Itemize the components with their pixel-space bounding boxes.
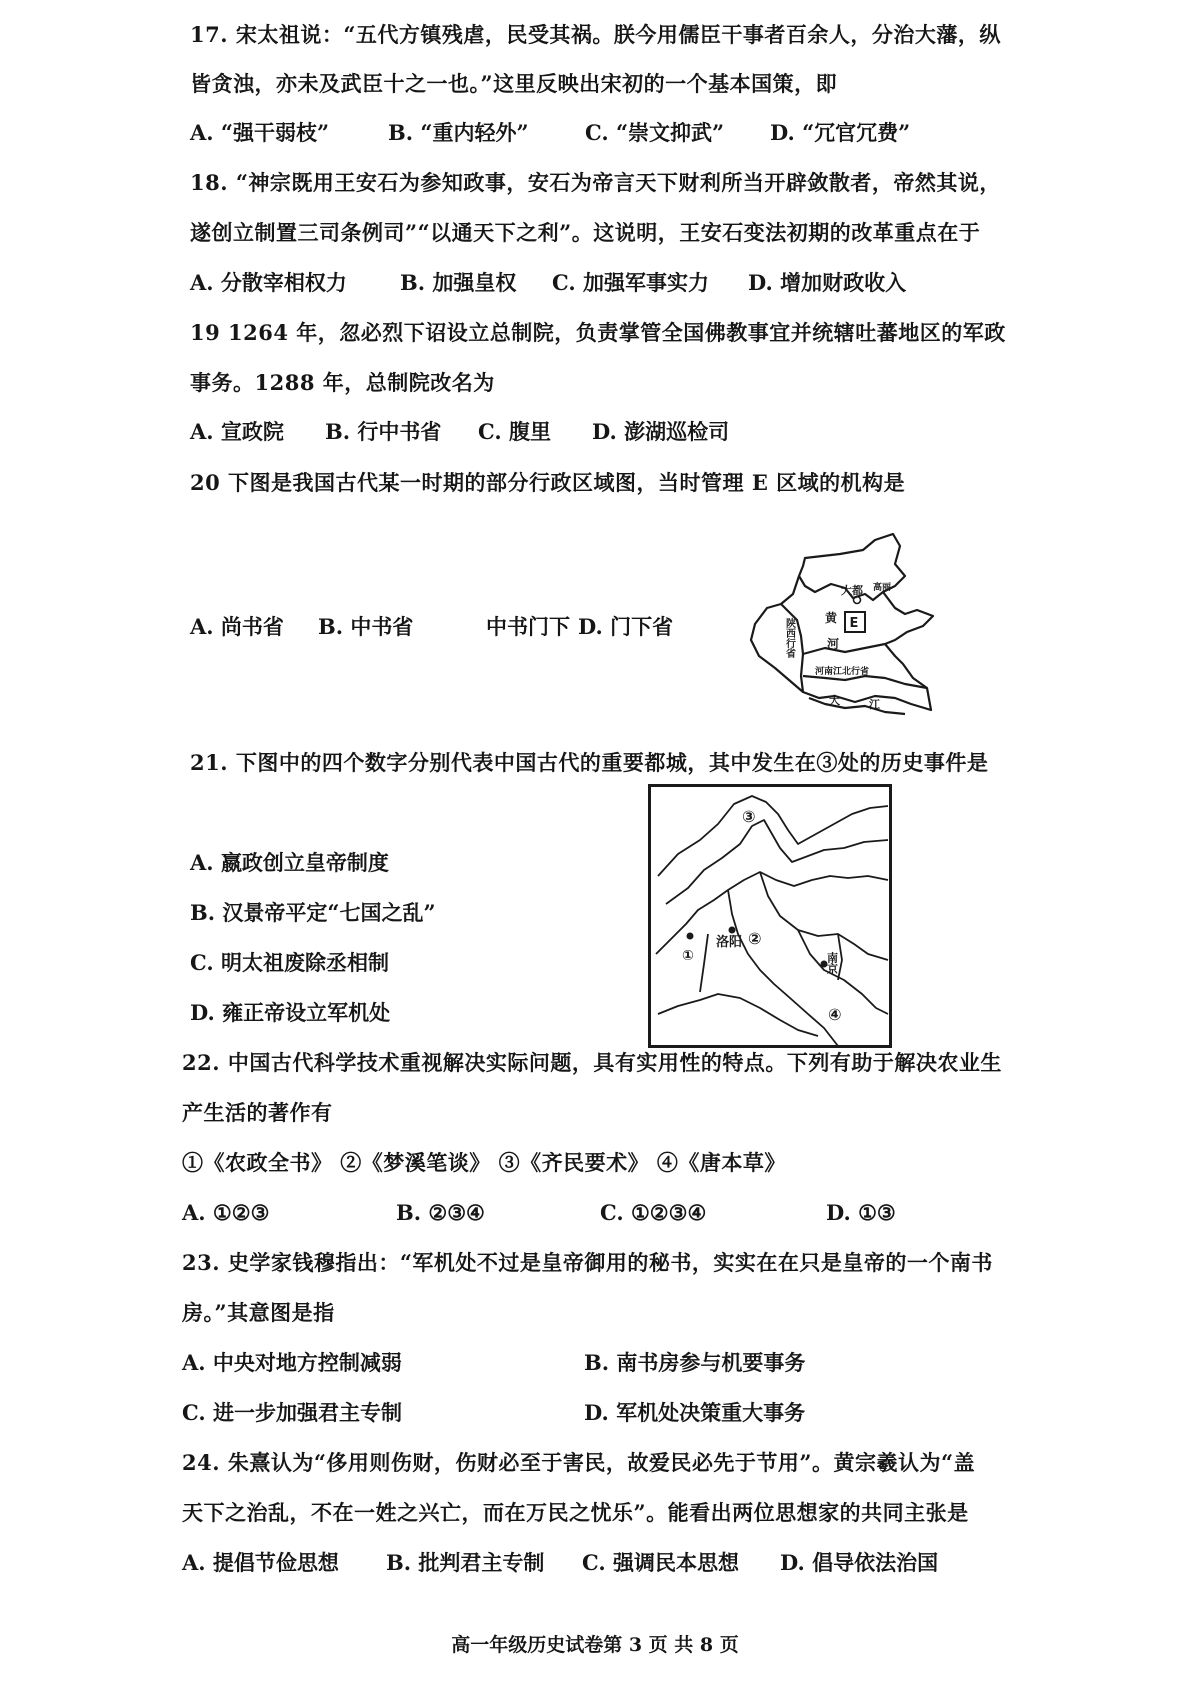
- q20-option-a: A. 尚书省: [190, 614, 284, 639]
- q24-line-2: 天下之治乱，不在一姓之兴亡，而在万民之忧乐”。能看出两位思想家的共同主张是: [182, 1500, 969, 1525]
- q18-option-b: B. 加强皇权: [400, 270, 517, 295]
- q19-option-d: D. 澎湖巡检司: [592, 419, 730, 444]
- q17-option-d: D. “冗官冗费”: [770, 120, 911, 145]
- q23-option-a: A. 中央对地方控制减弱: [182, 1350, 402, 1375]
- q23-line-1: 23. 史学家钱穆指出：“军机处不过是皇帝御用的秘书，实实在在只是皇帝的一个南书: [182, 1250, 993, 1275]
- q22-option-c: C. ①②③④: [600, 1200, 707, 1225]
- q18-line-2: 遂创立制置三司条例司”“以通天下之利”。这说明，王安石变法初期的改革重点在于: [190, 220, 981, 245]
- q21-map-num-2: ②: [748, 929, 762, 948]
- q21-map-num-1: ①: [682, 948, 694, 964]
- q20-map-da-label: 大: [829, 694, 840, 707]
- q22-option-b: B. ②③④: [396, 1200, 485, 1225]
- q20-option-b: B. 中书省: [318, 614, 414, 639]
- q22-option-d: D. ①③: [826, 1200, 896, 1225]
- q20-option-d: D. 门下省: [578, 614, 674, 639]
- q19-line-1: 19 1264 年，忽必烈下诏设立总制院，负责掌管全国佛教事宜并统辖吐蕃地区的军政: [190, 320, 1006, 345]
- q17-option-b: B. “重内轻外”: [388, 120, 529, 145]
- q22-line-1: 22. 中国古代科学技术重视解决实际问题，具有实用性的特点。下列有助于解决农业生: [182, 1050, 1002, 1075]
- q21-map-luoyang-label: 洛阳: [716, 935, 743, 950]
- q19-line-2: 事务。1288 年，总制院改名为: [190, 370, 495, 395]
- q17-line-2: 皆贪浊，亦未及武臣十之一也。”这里反映出宋初的一个基本国策，即: [190, 71, 838, 96]
- q18-option-d: D. 增加财政收入: [748, 270, 907, 295]
- q18-option-a: A. 分散宰相权力: [190, 270, 347, 295]
- q23-option-b: B. 南书房参与机要事务: [584, 1350, 806, 1375]
- q19-option-b: B. 行中书省: [325, 419, 442, 444]
- q19-option-a: A. 宣政院: [190, 419, 284, 444]
- q17-option-a: A. “强干弱枝”: [190, 120, 330, 145]
- q21-option-c: C. 明太祖废除丞相制: [190, 950, 389, 975]
- q19-option-c: C. 腹里: [478, 419, 551, 444]
- q21-option-d: D. 雍正帝设立军机处: [190, 1000, 391, 1025]
- q24-line-1: 24. 朱熹认为“侈用则伤财，伤财必至于害民，故爱民必先于节用”。黄宗羲认为“盖: [182, 1450, 976, 1475]
- q20-map-huang-label: 黄: [825, 611, 838, 625]
- q23-option-d: D. 军机处决策重大事务: [584, 1400, 806, 1425]
- q21-option-a: A. 嬴政创立皇帝制度: [190, 850, 389, 875]
- q20-map-dadu-label: 大都: [841, 584, 863, 597]
- q21-option-b: B. 汉景帝平定“七国之乱”: [190, 900, 436, 925]
- q20-map-he-label: 河: [827, 637, 840, 651]
- q17-option-c: C. “崇文抑武”: [585, 120, 725, 145]
- q24-option-b: B. 批判君主专制: [386, 1550, 545, 1575]
- q20-map-gaoli-label: 高丽: [873, 583, 892, 593]
- q18-option-c: C. 加强军事实力: [552, 270, 709, 295]
- q22-line-2: 产生活的著作有: [182, 1100, 333, 1125]
- q24-option-c: C. 强调民本思想: [582, 1550, 739, 1575]
- q21-map-nanjing-label: 南京: [825, 952, 839, 974]
- q20-map-e-label: E: [849, 616, 859, 631]
- q23-option-c: C. 进一步加强君主专制: [182, 1400, 402, 1425]
- q22-books: ①《农政全书》 ②《梦溪笔谈》 ③《齐民要术》 ④《唐本草》: [182, 1150, 786, 1175]
- q20-map-shaanxi-label: 陕西行省: [783, 618, 795, 658]
- q20-option-c: 中书门下: [486, 614, 570, 639]
- q20-map: [745, 528, 945, 728]
- q21-map-num-3: ③: [742, 807, 756, 826]
- q18-line-1: 18. “神宗既用王安石为参知政事，安石为帝言天下财利所当开辟敛散者，帝然其说，: [190, 170, 1001, 195]
- q23-line-2: 房。”其意图是指: [182, 1300, 335, 1325]
- q20-map-henan-label: 河南江北行省: [815, 667, 870, 677]
- q24-option-a: A. 提倡节俭思想: [182, 1550, 339, 1575]
- q21-map-num-4: ④: [828, 1005, 842, 1024]
- q20-map-jiang-label: 江: [869, 698, 880, 711]
- q17-line-1: 17. 宋太祖说：“五代方镇残虐，民受其祸。朕今用儒臣干事者百余人，分治大藩，纵: [190, 22, 1001, 47]
- q21-map: [648, 784, 892, 1048]
- q21-line-1: 21. 下图中的四个数字分别代表中国古代的重要都城，其中发生在③处的历史事件是: [190, 750, 989, 775]
- q24-option-d: D. 倡导依法治国: [780, 1550, 939, 1575]
- q20-line-1: 20 下图是我国古代某一时期的部分行政区域图，当时管理 E 区域的机构是: [190, 470, 906, 495]
- q22-option-a: A. ①②③: [182, 1200, 270, 1225]
- page-footer: 高一年级历史试卷第 3 页 共 8 页: [451, 1634, 739, 1656]
